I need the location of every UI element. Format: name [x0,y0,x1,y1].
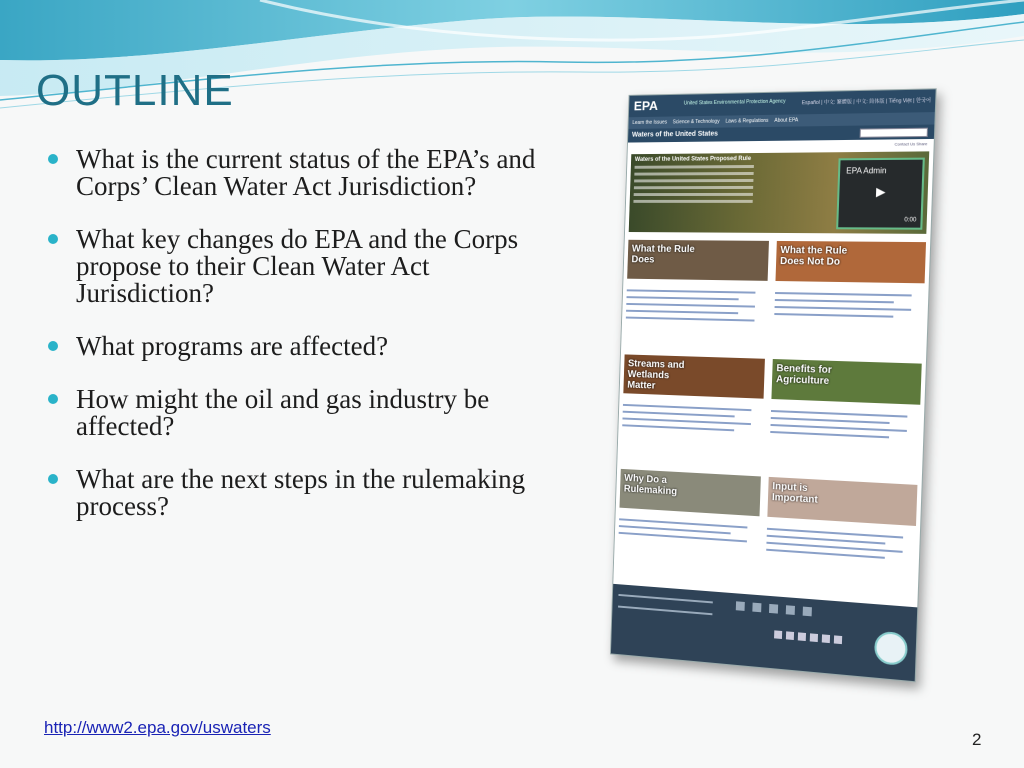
epa-agency-name: United States Environmental Protection Agency [683,98,786,107]
tile-title: Why Do a Rulemaking [623,472,678,498]
play-icon: ▶ [875,184,886,199]
slide-title: OUTLINE [36,66,234,115]
epa-contact-share: Contact Us Share [894,141,928,147]
bullet-item [48,226,568,307]
epa-uswaters-link[interactable]: http://www2.epa.gov/uswaters [44,718,271,737]
epa-seal-icon [874,631,908,666]
tile-text-lines [770,399,920,440]
bullet-text: What is the current status of the EPA’s and Corps’ Clean Water Act Jurisdiction? [76,144,536,201]
bullet-item [48,333,568,360]
outline-list [48,146,568,546]
bullet-text: What key changes do EPA and the Corps propose to their Clean Water Act Jurisdiction? [76,224,519,308]
epa-tile [621,354,765,476]
tile-header [623,354,765,398]
video-title: EPA Admin [846,166,887,176]
epa-language-links: Español | 中文: 繁體版 | 中文: 简体版 | Tiếng Việt | 한국어 [801,97,932,107]
epa-tile [769,359,922,485]
footer-icons [736,601,812,616]
bullet-dot-icon [48,154,58,164]
tile-text-lines [774,281,924,318]
epa-nav-item: Science & Technology [672,118,720,126]
epa-logo: EPA [633,98,659,114]
epa-tile [625,240,769,359]
video-player [836,158,925,230]
tile-header [771,359,921,405]
epa-hero-banner [629,151,930,233]
tile-text-lines [626,279,768,322]
video-time: 0:00 [904,217,917,224]
bullet-item [48,386,568,440]
tile-title: What the Rule Does [631,243,695,266]
page-number: 2 [972,730,982,749]
bullet-item [48,466,568,520]
bullet-dot-icon [48,394,58,404]
bullet-text: What are the next steps in the rulemaking process? [76,464,526,521]
epa-nav-item: Laws & Regulations [725,117,769,125]
epa-page-title: Waters of the United States [628,124,934,142]
footer-social-icons [774,630,842,644]
epa-tile [617,469,761,594]
tile-title: Input is Important [771,481,818,506]
tile-header [775,241,926,283]
tile-title: Streams and Wetlands Matter [627,358,685,392]
bullet-text: What programs are affected? [76,331,389,361]
footer-text-lines [618,594,713,625]
epa-tile [765,477,918,606]
screenshot-frame [610,88,937,682]
bullet-text: How might the oil and gas industry be affected? [76,384,490,441]
tile-header [627,240,769,281]
tile-title: Benefits for Agriculture [775,363,832,388]
epa-tile-grid [613,232,930,606]
epa-nav-item: About EPA [774,117,799,124]
epa-search-box [860,128,928,138]
epa-nav-item: Learn the Issues [632,119,668,126]
hero-text-lines [633,165,754,207]
bullet-item [48,146,568,200]
bullet-dot-icon [48,474,58,484]
hero-title: Waters of the United States Proposed Rule [634,156,752,163]
epa-website-screenshot [610,88,945,686]
tile-text-lines [622,393,763,432]
bullet-dot-icon [48,341,58,351]
tile-title: What the Rule Does Not Do [779,244,848,268]
epa-tile [773,241,926,364]
bullet-dot-icon [48,234,58,244]
